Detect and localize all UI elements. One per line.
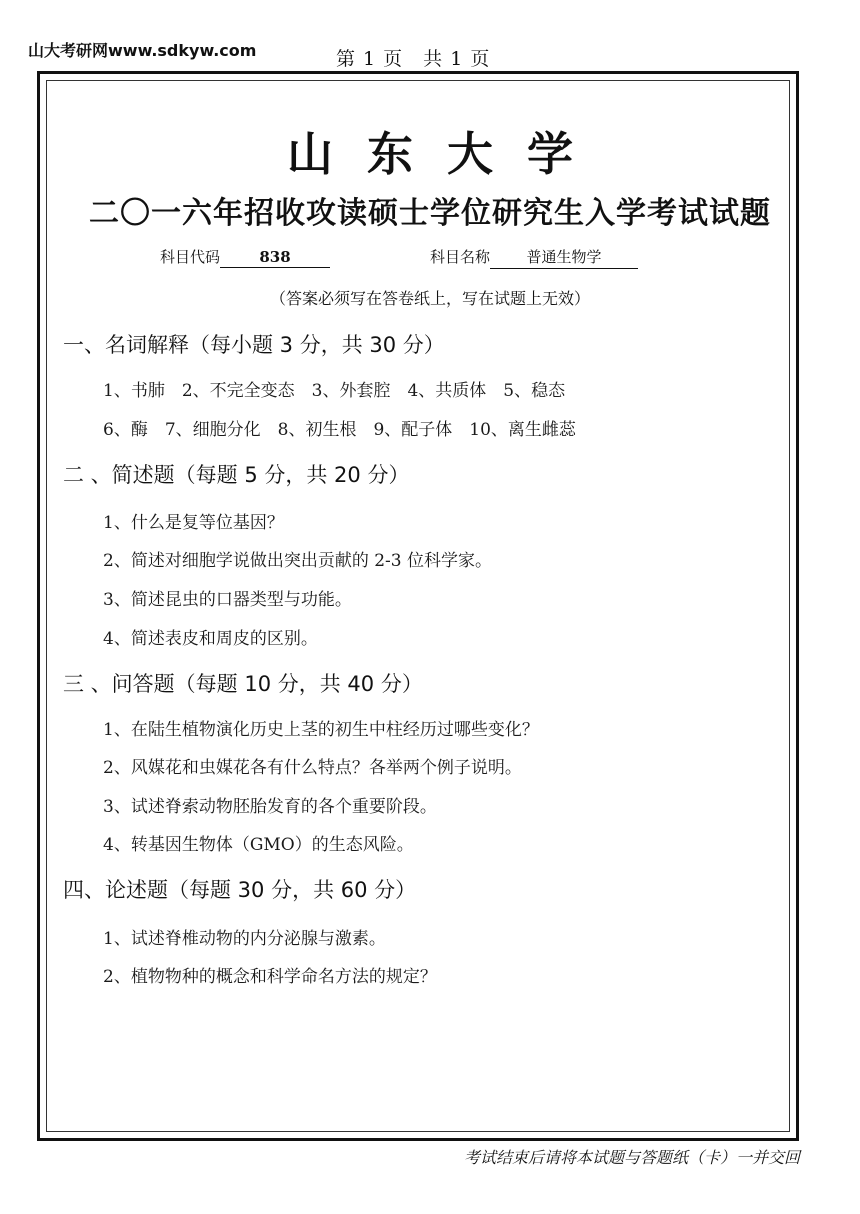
question-item: 1、试述脊椎动物的内分泌腺与激素。 — [103, 929, 386, 949]
question-item: 4、简述表皮和周皮的区别。 — [103, 629, 318, 649]
question-item: 1、什么是复等位基因？ — [103, 513, 284, 533]
university-name: 山东大学 — [287, 127, 607, 181]
subject-name-value: 普通生物学 — [490, 246, 638, 269]
section-heading-essay: 四、论述题（每题 30 分，共 60 分） — [63, 878, 417, 902]
question-item: 6、酶 7、细胞分化 8、初生根 9、配子体 10、离生雌蕊 — [103, 420, 576, 440]
question-item: 2、风媒花和虫媒花各有什么特点？各举两个例子说明。 — [103, 758, 522, 778]
question-item: 3、试述脊索动物胚胎发育的各个重要阶段。 — [103, 797, 437, 817]
footer-instruction: 考试结束后请将本试题与答题纸（卡）一并交回 — [463, 1148, 800, 1167]
site-watermark: 山大考研网www.sdkyw.com — [28, 41, 257, 60]
question-item: 4、转基因生物体（GMO）的生态风险。 — [103, 835, 414, 855]
question-item: 3、简述昆虫的口器类型与功能。 — [103, 590, 352, 610]
subject-code-value: 838 — [220, 248, 330, 268]
section-heading-terms: 一、名词解释（每小题 3 分，共 30 分） — [63, 333, 445, 357]
question-item: 2、简述对细胞学说做出突出贡献的 2-3 位科学家。 — [103, 551, 492, 571]
page-number: 第 1 页 共 1 页 — [336, 48, 491, 70]
subject-name-row — [430, 246, 638, 269]
subject-code-row — [160, 246, 330, 268]
subject-code-label: 科目代码 — [160, 248, 221, 266]
answer-notice: （答案必须写在答卷纸上，写在试题上无效） — [269, 289, 590, 308]
section-heading-short-answer: 二 、简述题（每题 5 分，共 20 分） — [63, 463, 410, 487]
exam-title: 二〇一六年招收攻读硕士学位研究生入学考试试题 — [89, 196, 771, 231]
question-item: 1、在陆生植物演化历史上茎的初生中柱经历过哪些变化？ — [103, 720, 539, 740]
section-heading-qa: 三 、问答题（每题 10 分，共 40 分） — [63, 672, 423, 696]
question-item: 1、书肺 2、不完全变态 3、外套腔 4、共质体 5、稳态 — [103, 381, 566, 401]
question-item: 2、植物物种的概念和科学命名方法的规定？ — [103, 967, 437, 987]
subject-name-label: 科目名称 — [430, 248, 491, 266]
